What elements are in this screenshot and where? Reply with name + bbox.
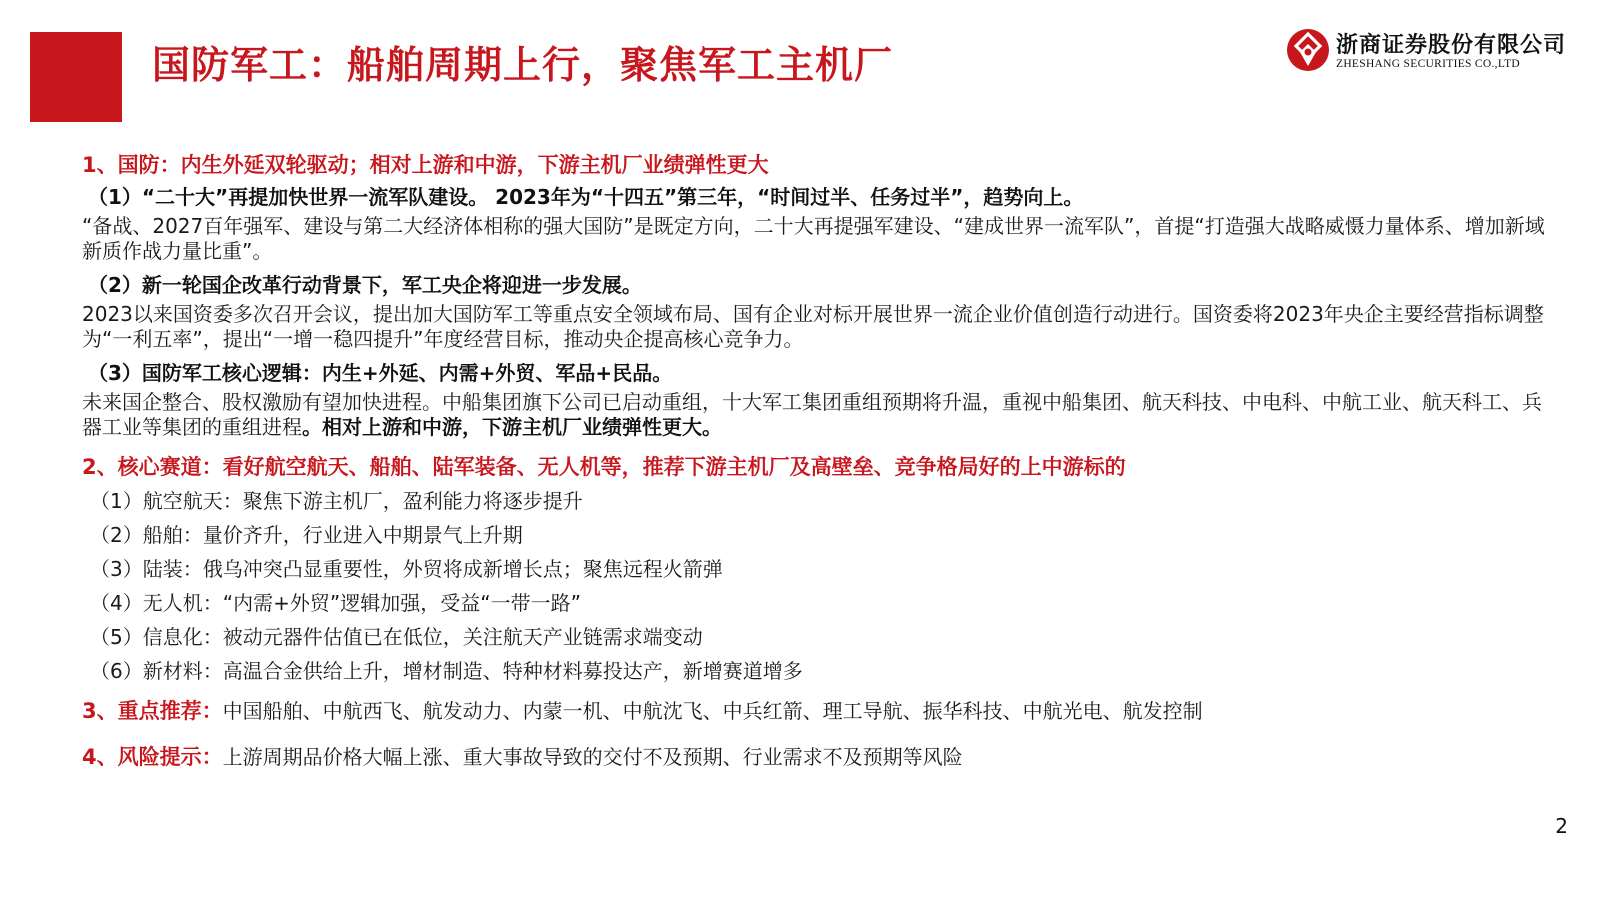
header-accent-block bbox=[30, 32, 122, 122]
section1-sub1-heading: （1）“二十大”再提加快世界一流军队建设。 2023年为“十四五”第三年，“时间过半、任务过半”，趋势向上。 bbox=[88, 185, 1084, 209]
list-item: （5）信息化：被动元器件估值已在低位，关注航天产业链需求端变动 bbox=[90, 625, 703, 649]
section1-sub2-heading: （2）新一轮国企改革行动背景下，军工央企将迎进一步发展。 bbox=[88, 273, 642, 297]
list-item: （6）新材料：高温合金供给上升，增材制造、特种材料募投达产，新增赛道增多 bbox=[90, 659, 803, 683]
list-item: （2）船舶：量价齐升，行业进入中期景气上升期 bbox=[90, 523, 523, 547]
list-item: （4）无人机：“内需+外贸”逻辑加强，受益“一带一路” bbox=[90, 591, 581, 615]
section1-heading: 1、国防：内生外延双轮驱动；相对上游和中游，下游主机厂业绩弹性更大 bbox=[82, 153, 769, 177]
list-item: （3）陆装：俄乌冲突凸显重要性，外贸将成新增长点；聚焦远程火箭弹 bbox=[90, 557, 723, 581]
section3-body: 中国船舶、中航西飞、航发动力、内蒙一机、中航沈飞、中兵红箭、理工导航、振华科技、中航光电、航发控制 bbox=[222, 699, 1203, 723]
company-name-en: ZHESHANG SECURITIES CO.,LTD bbox=[1336, 58, 1521, 70]
company-logo bbox=[1286, 26, 1576, 78]
section1-sub2-body: 2023以来国资委多次召开会议，提出加大国防军工等重点安全领域布局、国有企业对标开展世界一流企业价值创造行动进行。国资委将2023年央企主要经营指标调整为“一利五率”，提出“一增一稳四提升”年度经营目标，推动央企提高核心竞争力。 bbox=[82, 302, 1544, 351]
section3-label: 3、重点推荐： bbox=[82, 699, 223, 723]
section1-sub3-body bbox=[82, 390, 1552, 440]
section2-heading: 2、核心赛道：看好航空航天、船舶、陆军装备、无人机等，推荐下游主机厂及高壁垒、竞争格局好的上中游标的 bbox=[82, 455, 1126, 479]
page-title: 国防军工：船舶周期上行，聚焦军工主机厂 bbox=[152, 43, 894, 87]
section4-body: 上游周期品价格大幅上涨、重大事故导致的交付不及预期、行业需求不及预期等风险 bbox=[222, 745, 963, 769]
main-content bbox=[82, 150, 1552, 774]
section4-row bbox=[82, 740, 1552, 774]
section4-label: 4、风险提示： bbox=[82, 745, 223, 769]
zheshang-logo-icon bbox=[1286, 28, 1330, 72]
page-number: 2 bbox=[1555, 814, 1568, 838]
company-name-cn: 浙商证券股份有限公司 bbox=[1336, 33, 1567, 58]
section1-sub3-body-emphasis: 。相对上游和中游，下游主机厂业绩弹性更大。 bbox=[302, 415, 722, 439]
section1-sub3-heading: （3）国防军工核心逻辑：内生+外延、内需+外贸、军品+民品。 bbox=[88, 361, 673, 385]
section1-sub3-body-text: 未来国企整合、股权激励有望加快进程。中船集团旗下公司已启动重组，十大军工集团重组预期将升温，重视中船集团、航天科技、中电科、中航工业、航天科工、兵器工业等集团的重组进程 bbox=[82, 390, 1542, 439]
section1-sub1-body: “备战、2027百年强军、建设与第二大经济体相称的强大国防”是既定方向，二十大再提强军建设、“建成世界一流军队”，首提“打造强大战略威慑力量体系、增加新域新质作战力量比重”。 bbox=[82, 214, 1545, 263]
section3-row bbox=[82, 694, 1552, 728]
list-item: （1）航空航天：聚焦下游主机厂，盈利能力将逐步提升 bbox=[90, 489, 583, 513]
